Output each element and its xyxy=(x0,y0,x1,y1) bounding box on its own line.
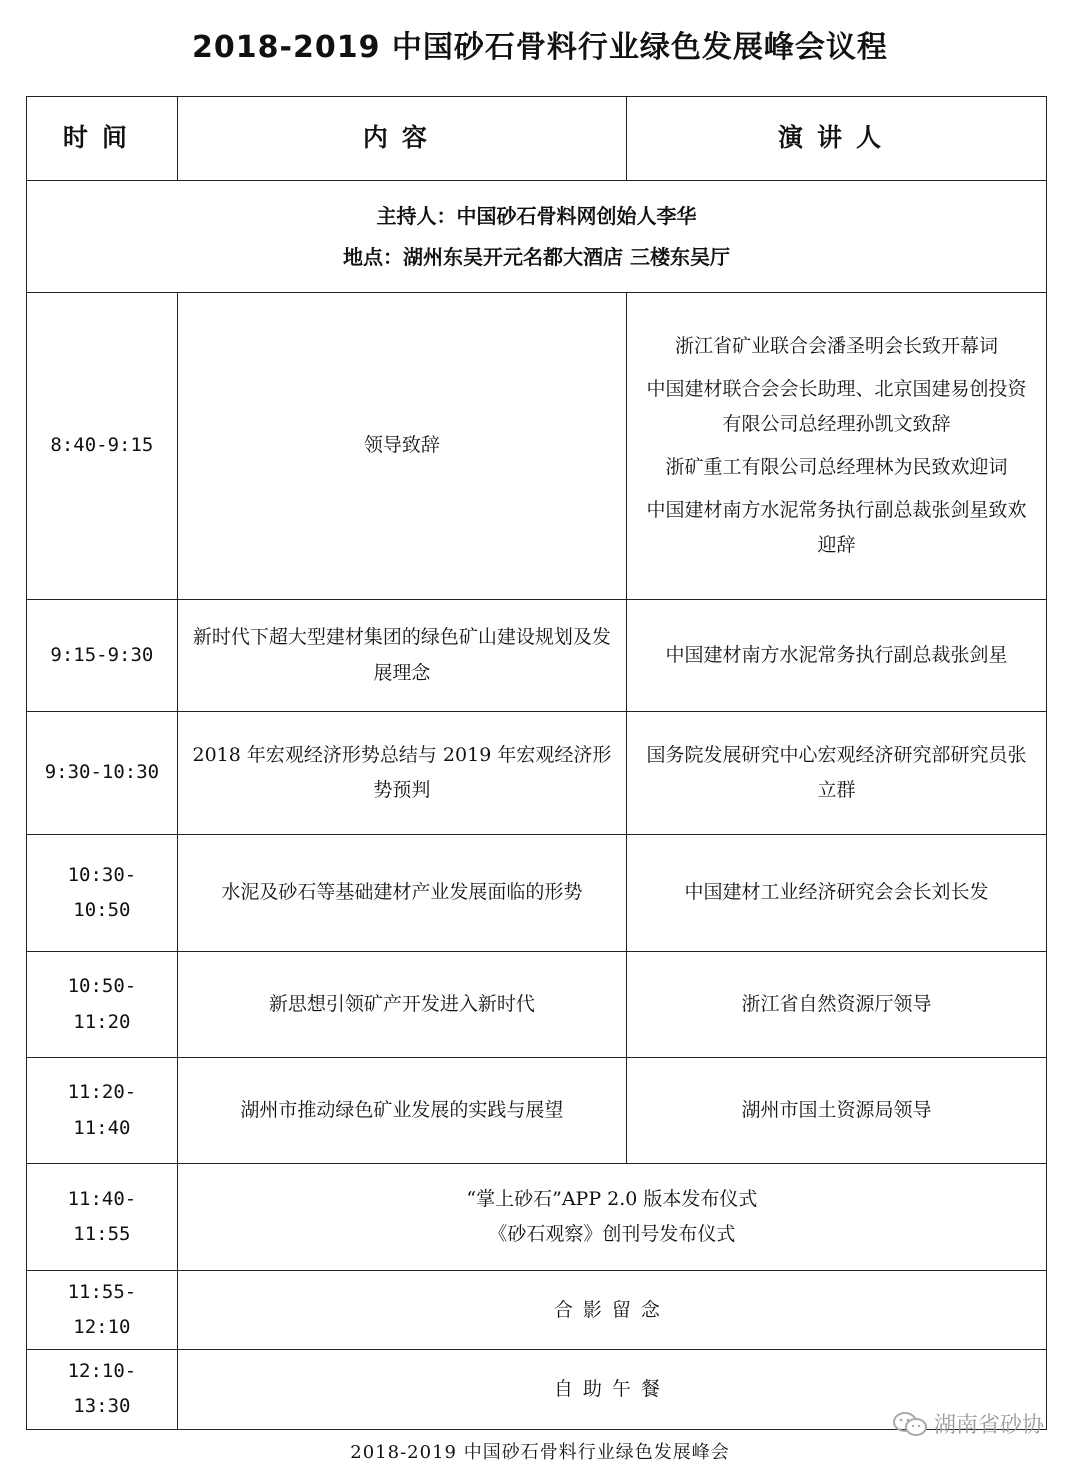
row-time: 10:50-11:20 xyxy=(27,952,178,1058)
table-row xyxy=(27,1271,1047,1350)
header-speaker: 演讲人 xyxy=(627,97,1047,181)
merged-line: 《砂石观察》创刊号发布仪式 xyxy=(488,1223,736,1245)
table-row xyxy=(27,835,1047,952)
row-speakers: 湖州市国土资源局领导 xyxy=(627,1058,1047,1164)
row-time: 9:30-10:30 xyxy=(27,712,178,835)
header-time: 时间 xyxy=(27,97,178,181)
host-text: 主持人：中国砂石骨料网创始人李华 xyxy=(376,203,697,228)
host-row xyxy=(27,181,1047,293)
row-speakers xyxy=(627,293,1047,600)
wechat-icon xyxy=(892,1411,928,1437)
row-merged-content: 合影留念 xyxy=(177,1271,1046,1350)
host-cell xyxy=(27,181,1047,293)
agenda-table xyxy=(26,96,1047,1430)
row-time: 11:40-11:55 xyxy=(27,1164,178,1271)
row-content: 领导致辞 xyxy=(177,293,626,600)
table-row xyxy=(27,600,1047,712)
row-content: 水泥及砂石等基础建材产业发展面临的形势 xyxy=(177,835,626,952)
row-merged-content: 自助午餐 xyxy=(177,1350,1046,1429)
row-time: 11:55-12:10 xyxy=(27,1271,178,1350)
table-row xyxy=(27,1058,1047,1164)
header-content: 内容 xyxy=(177,97,626,181)
table-row xyxy=(27,293,1047,600)
row-content: 2018 年宏观经济形势总结与 2019 年宏观经济形势预判 xyxy=(177,712,626,835)
speaker-text: 中国建材南方水泥常务执行副总裁张剑星致欢迎辞 xyxy=(646,499,1027,557)
page-title: 2018-2019 中国砂石骨料行业绿色发展峰会议程 xyxy=(192,30,888,65)
row-time: 10:30-10:50 xyxy=(27,835,178,952)
row-time: 9:15-9:30 xyxy=(27,600,178,712)
table-row xyxy=(27,1164,1047,1271)
venue-text: 地点：湖州东吴开元名都大酒店 三楼东吴厅 xyxy=(343,244,730,269)
speaker-text: 浙江省矿业联合会潘圣明会长致开幕词 xyxy=(675,334,999,357)
merged-line: “掌上砂石”APP 2.0 版本发布仪式 xyxy=(466,1187,758,1210)
row-speakers: 浙江省自然资源厅领导 xyxy=(627,952,1047,1058)
row-content: 湖州市推动绿色矿业发展的实践与展望 xyxy=(177,1058,626,1164)
page-footer: 2018-2019 中国砂石骨料行业绿色发展峰会 xyxy=(350,1442,730,1463)
header-row xyxy=(27,97,1047,181)
row-merged-content xyxy=(177,1164,1046,1271)
row-time: 8:40-9:15 xyxy=(27,293,178,600)
watermark-text: 湖南省砂协 xyxy=(933,1413,1044,1438)
row-speakers: 国务院发展研究中心宏观经济研究部研究员张立群 xyxy=(627,712,1047,835)
row-content: 新思想引领矿产开发进入新时代 xyxy=(177,952,626,1058)
speaker-text: 中国建材联合会会长助理、北京国建易创投资有限公司总经理孙凯文致辞 xyxy=(646,377,1027,435)
row-time: 12:10-13:30 xyxy=(27,1350,178,1429)
speaker-text: 浙矿重工有限公司总经理林为民致欢迎词 xyxy=(665,456,1008,478)
table-row xyxy=(27,952,1047,1058)
row-content: 新时代下超大型建材集团的绿色矿山建设规划及发展理念 xyxy=(177,600,626,712)
row-time: 11:20-11:40 xyxy=(27,1058,178,1164)
table-row xyxy=(27,712,1047,835)
row-speakers: 中国建材南方水泥常务执行副总裁张剑星 xyxy=(627,600,1047,712)
watermark xyxy=(892,1408,1044,1439)
row-speakers: 中国建材工业经济研究会会长刘长发 xyxy=(627,835,1047,952)
